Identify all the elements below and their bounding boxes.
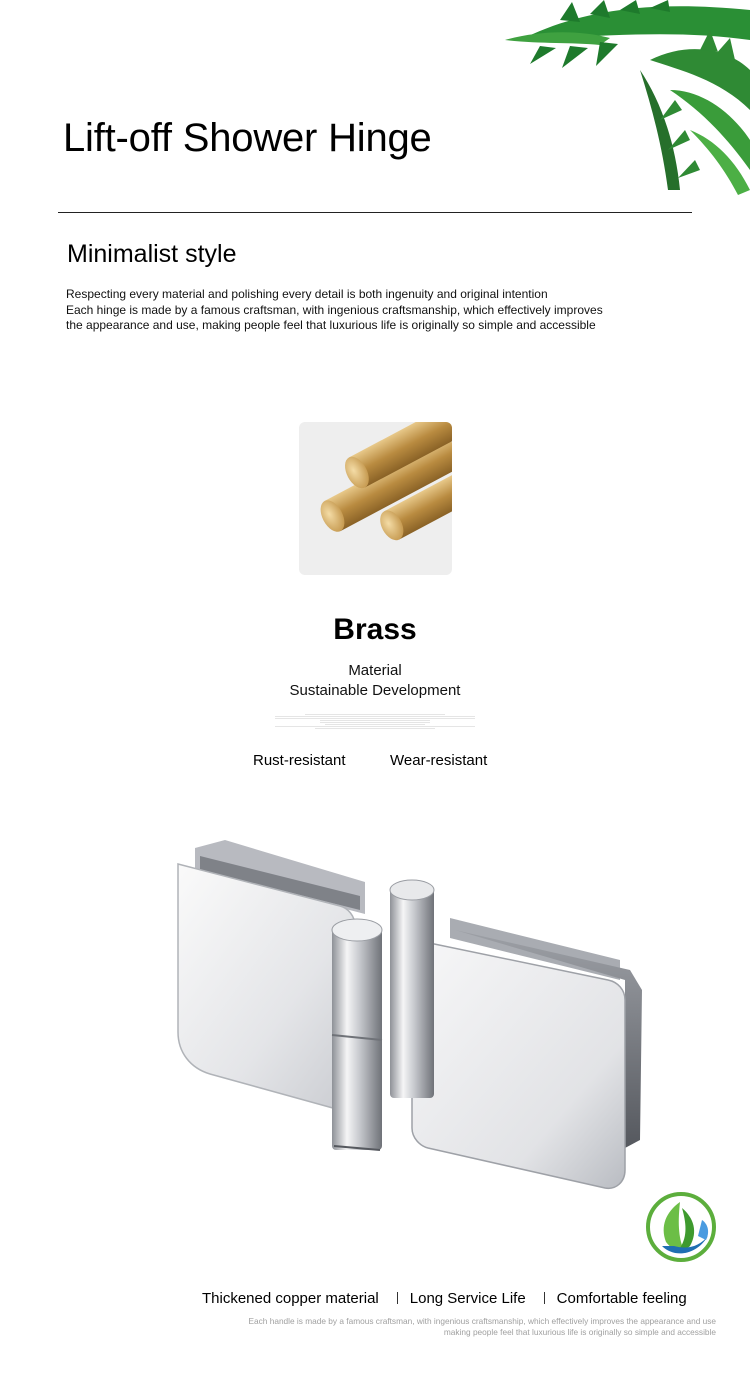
intro-line: Respecting every material and polishing every detail is both ingenuity and original intention	[66, 287, 548, 301]
feature-wear-resistant: Wear-resistant	[390, 752, 488, 769]
feature-separator	[397, 1292, 398, 1304]
feature-comfortable-feeling: Comfortable feeling	[556, 1290, 687, 1307]
intro-line: Each hinge is made by a famous craftsman, with ingenious craftsmanship, which effectively improves	[66, 302, 603, 317]
title-divider	[58, 212, 692, 213]
footer-note	[156, 1316, 716, 1337]
feature-separator	[544, 1292, 545, 1304]
section-heading: Minimalist style	[67, 240, 237, 268]
shower-hinge-image	[150, 830, 650, 1200]
footer-features	[202, 1290, 722, 1307]
footer-note-line: Each handle is made by a famous craftsman, with ingenious craftsmanship, which effectively improves the appearance and use	[248, 1316, 716, 1326]
footer-note-line: making people feel that luxurious life is originally so simple and accessible	[443, 1326, 716, 1337]
feature-thickened-copper: Thickened copper material	[202, 1290, 379, 1307]
page-title: Lift-off Shower Hinge	[63, 116, 432, 160]
decorative-fine-text	[0, 714, 750, 729]
material-name: Brass	[333, 613, 417, 646]
feature-rust-resistant: Rust-resistant	[253, 752, 346, 769]
intro-paragraph	[66, 287, 666, 334]
material-tagline: Sustainable Development	[289, 682, 461, 699]
intro-line: the appearance and use, making people feel that luxurious life is originally so simple and accessible	[66, 318, 596, 332]
brass-rods-image	[299, 422, 452, 575]
eco-leaf-logo-icon	[644, 1190, 718, 1264]
feature-long-service-life: Long Service Life	[409, 1290, 526, 1307]
material-label: Material	[348, 662, 402, 679]
palm-leaf-icon	[500, 0, 750, 195]
